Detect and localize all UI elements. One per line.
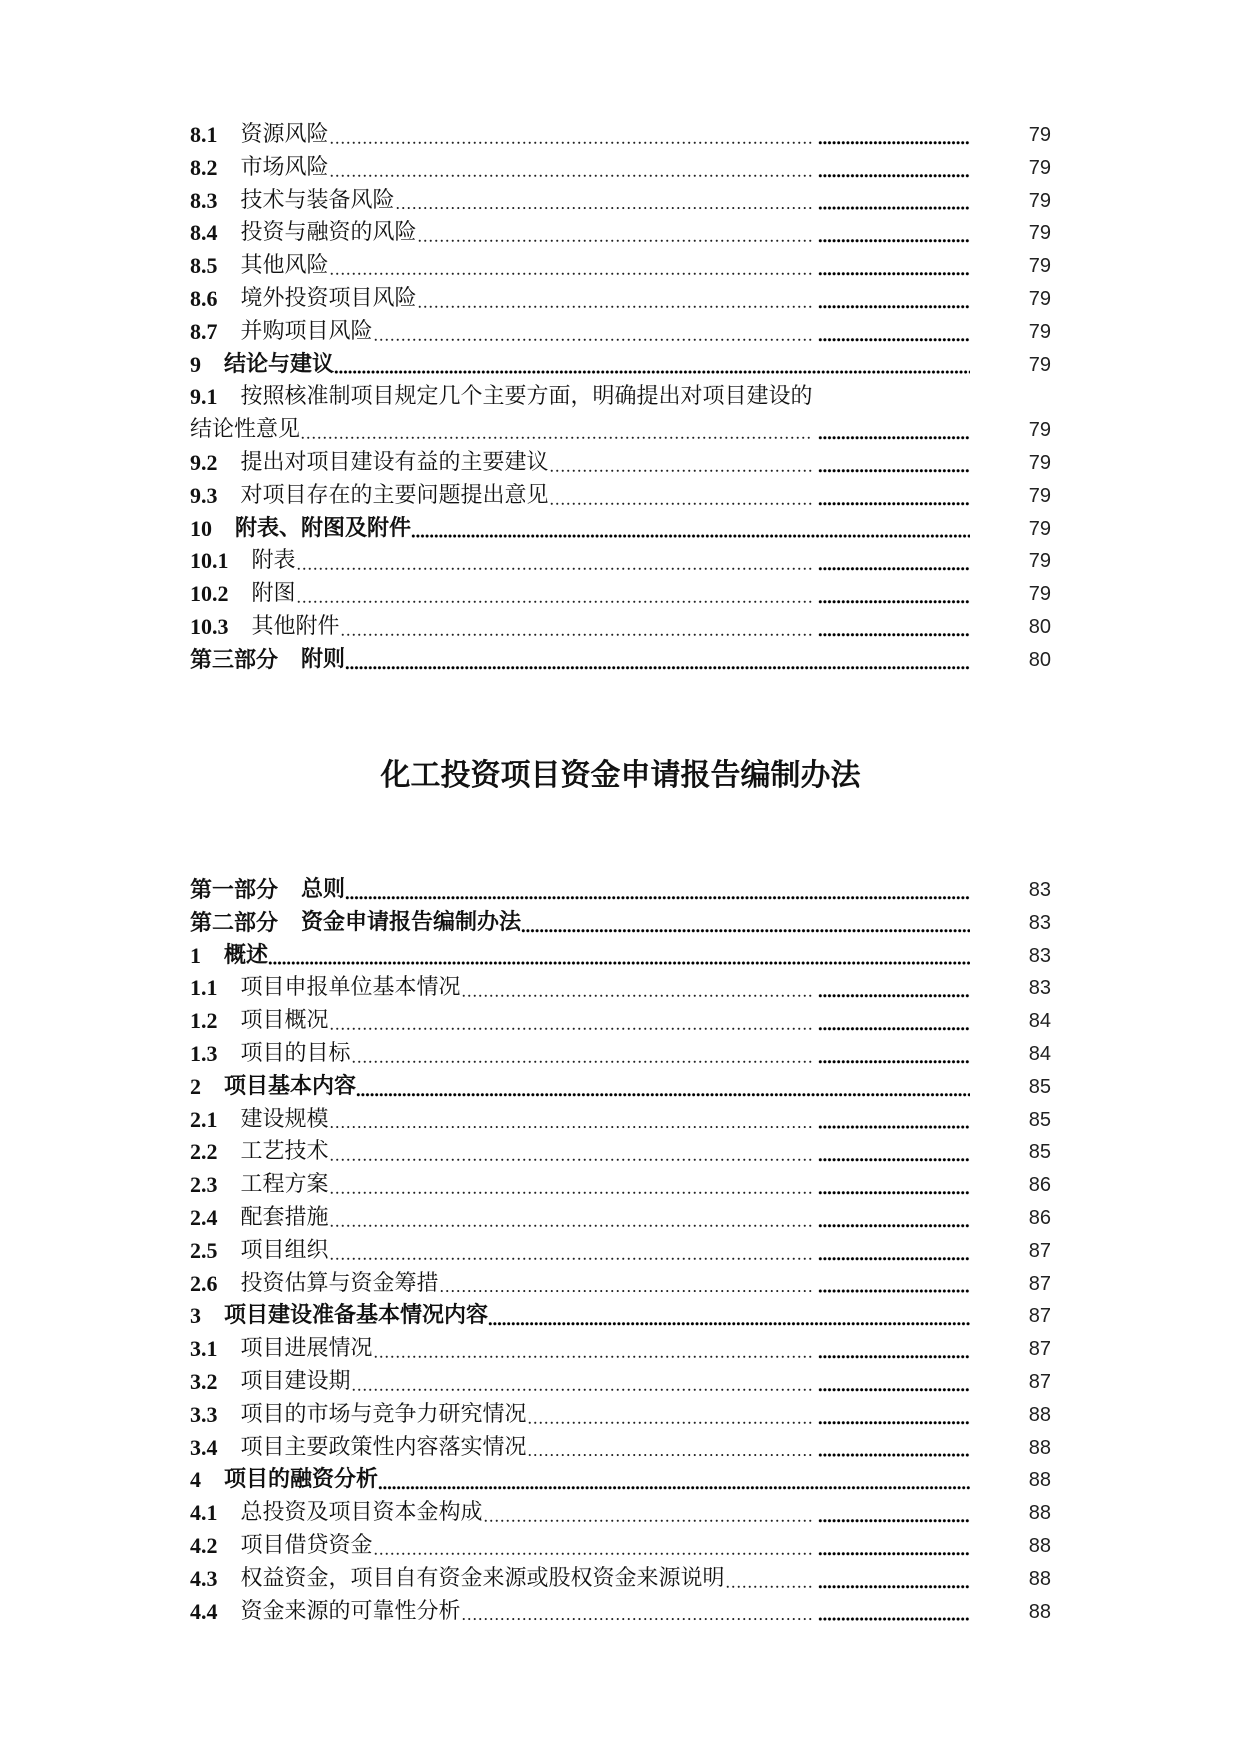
toc-entry-title: 项目申报单位基本情况 [240, 975, 461, 1001]
toc-entry-number: 10.1 [190, 548, 229, 574]
toc-heading-entry [190, 1464, 1051, 1497]
toc-entry-title: 投资估算与资金筹措 [240, 1270, 439, 1296]
dot-leader [300, 414, 813, 447]
dot-leader [329, 250, 813, 283]
toc-entry-title: 提出对项目建设有益的主要建议 [240, 449, 549, 475]
toc-entry-page-number: 79 [1028, 484, 1051, 507]
toc-entry [190, 283, 1051, 316]
toc-entry-page-number: 79 [1028, 320, 1051, 343]
dot-leader-bold [818, 1104, 970, 1137]
toc-entry-page-number: 88 [1028, 1567, 1051, 1590]
toc-entry-number: 9 [190, 351, 201, 377]
dot-leader [395, 185, 813, 218]
toc-entry-number: 2.5 [190, 1237, 218, 1263]
dot-leader [329, 1136, 813, 1169]
dot-leader-bold [818, 447, 970, 480]
toc-entry-page-number: 79 [1028, 419, 1051, 442]
dot-leader-bold [818, 545, 970, 578]
toc-entry [190, 447, 1051, 480]
dot-leader-bold [818, 578, 970, 611]
dot-leader [351, 1366, 813, 1399]
dot-leader-bold [818, 1005, 970, 1038]
toc-section-main [190, 874, 1051, 1628]
toc-entry-number: 9.3 [190, 482, 218, 508]
dot-leader [351, 1038, 813, 1071]
toc-entry-title: 附表 [251, 548, 296, 574]
dot-leader-bold [818, 1366, 970, 1399]
toc-entry-page-number: 79 [1028, 517, 1051, 540]
toc-entry [190, 316, 1051, 349]
toc-entry-number: 2 [190, 1073, 201, 1099]
dot-leader-bold [818, 1136, 970, 1169]
toc-entry [190, 1432, 1051, 1465]
toc-entry-title: 其他风险 [240, 253, 329, 279]
toc-entry-number: 2.6 [190, 1270, 218, 1296]
toc-entry-number: 1 [190, 942, 201, 968]
document-title: 化工投资项目资金申请报告编制办法 [380, 758, 861, 793]
dot-leader [296, 545, 813, 578]
toc-entry [190, 152, 1051, 185]
toc-entry [190, 480, 1051, 513]
toc-entry-page-number: 85 [1028, 1108, 1051, 1131]
toc-entry-page-number: 88 [1028, 1403, 1051, 1426]
toc-entry-number: 2.1 [190, 1106, 218, 1132]
toc-entry-title: 概述 [224, 942, 269, 968]
toc-entry-title: 项目基本内容 [224, 1073, 357, 1099]
dot-leader-bold [818, 1530, 970, 1563]
toc-entry-title: 项目借贷资金 [240, 1532, 373, 1558]
dot-leader-bold [818, 119, 970, 152]
toc-entry-page-number: 79 [1028, 222, 1051, 245]
dot-leader [549, 447, 813, 480]
toc-entry-page-number: 79 [1028, 550, 1051, 573]
toc-entry-number: 8.6 [190, 285, 218, 311]
toc-entry-page-number: 87 [1028, 1272, 1051, 1295]
toc-entry-page-number: 88 [1028, 1600, 1051, 1623]
dot-leader [378, 1464, 970, 1497]
dot-leader [549, 480, 813, 513]
dot-leader-bold [818, 480, 970, 513]
toc-entry [190, 1169, 1051, 1202]
toc-entry-number: 9.2 [190, 449, 218, 475]
toc-entry-page-number: 83 [1028, 879, 1051, 901]
toc-entry [190, 185, 1051, 218]
toc-entry [190, 217, 1051, 250]
dot-leader-bold [818, 1596, 970, 1629]
toc-entry-title: 结论性意见 [190, 417, 301, 443]
toc-entry-page-number: 88 [1028, 1436, 1051, 1459]
dot-leader [527, 1432, 813, 1465]
toc-entry [190, 1596, 1051, 1629]
toc-entry-number: 10 [190, 515, 212, 541]
toc-entry [190, 1038, 1051, 1071]
toc-entry-number: 1.3 [190, 1040, 218, 1066]
dot-leader [340, 611, 813, 644]
toc-entry [190, 545, 1051, 578]
dot-leader-bold [818, 972, 970, 1005]
toc-entry-number: 3.3 [190, 1401, 218, 1427]
dot-leader-bold [818, 283, 970, 316]
dot-leader [488, 1300, 970, 1333]
toc-entry [190, 972, 1051, 1005]
toc-entry-title: 结论与建议 [224, 351, 335, 377]
toc-entry-number: 3.2 [190, 1368, 218, 1394]
toc-entry-number: 10.2 [190, 581, 229, 607]
dot-leader-bold [818, 1333, 970, 1366]
dot-leader [461, 1596, 813, 1629]
dot-leader-bold [818, 1399, 970, 1432]
dot-leader-bold [818, 152, 970, 185]
toc-entry [190, 1005, 1051, 1038]
toc-entry-title: 总投资及项目资本金构成 [240, 1500, 483, 1526]
dot-leader-bold [818, 1169, 970, 1202]
toc-entry-title: 资金来源的可靠性分析 [240, 1598, 461, 1624]
toc-entry [190, 1497, 1051, 1530]
dot-leader [329, 1005, 813, 1038]
toc-entry-number: 第一部分 [190, 877, 279, 902]
toc-entry [190, 578, 1051, 611]
toc-entry-title: 附图 [251, 581, 296, 607]
toc-entry [190, 119, 1051, 152]
toc-entry-page-number: 80 [1028, 615, 1051, 638]
dot-leader [345, 644, 970, 677]
toc-entry [190, 1399, 1051, 1432]
toc-entry-title: 项目组织 [240, 1237, 329, 1263]
toc-entry-page-number: 85 [1028, 1075, 1051, 1098]
toc-heading-entry [190, 907, 1051, 940]
toc-entry-number: 4.1 [190, 1500, 218, 1526]
toc-entry-number: 4 [190, 1467, 201, 1493]
dot-leader [439, 1268, 813, 1301]
dot-leader [373, 1530, 813, 1563]
toc-entry-title: 市场风险 [240, 154, 329, 180]
dot-leader [329, 1202, 813, 1235]
toc-entry-title: 投资与融资的风险 [240, 220, 417, 246]
toc-entry-number: 4.2 [190, 1532, 218, 1558]
toc-entry-page-number: 87 [1028, 1370, 1051, 1393]
toc-entry-number: 10.3 [190, 613, 229, 639]
toc-entry-title: 配套措施 [240, 1204, 329, 1230]
toc-entry-title: 工程方案 [240, 1172, 329, 1198]
dot-leader-bold [818, 1235, 970, 1268]
toc-entry-title: 对项目存在的主要问题提出意见 [240, 482, 549, 508]
toc-heading-entry [190, 1300, 1051, 1333]
toc-entry-number: 1.1 [190, 975, 218, 1001]
toc-entry-page-number: 79 [1028, 156, 1051, 179]
toc-entry-number: 第三部分 [190, 646, 279, 672]
toc-entry-title: 按照核准制项目规定几个主要方面，明确提出对项目建设的 [240, 384, 813, 410]
dot-leader-bold [818, 185, 970, 218]
toc-entry-page-number: 79 [1028, 189, 1051, 212]
toc-entry-page-number: 79 [1028, 583, 1051, 606]
toc-entry-number: 8.5 [190, 253, 218, 279]
toc-entry-title: 权益资金，项目自有资金来源或股权资金来源说明 [240, 1565, 725, 1591]
dot-leader [373, 316, 813, 349]
toc-entry-number: 第二部分 [190, 909, 279, 935]
dot-leader-bold [818, 1563, 970, 1596]
toc-entry-number: 2.3 [190, 1172, 218, 1198]
toc-entry-number: 4.3 [190, 1565, 218, 1591]
toc-entry-number: 8.4 [190, 220, 218, 246]
dot-leader [356, 1071, 970, 1104]
toc-heading-entry [190, 349, 1051, 382]
toc-entry-title: 项目建设准备基本情况内容 [224, 1303, 489, 1329]
toc-entry-page-number: 79 [1028, 353, 1051, 376]
toc-heading-entry [190, 644, 1051, 677]
toc-entry-page-number: 87 [1028, 1305, 1051, 1328]
toc-entry-number: 3.1 [190, 1336, 218, 1362]
toc-heading-entry [190, 513, 1051, 546]
toc-entry-title: 资源风险 [240, 122, 329, 147]
toc-entry-page-number: 79 [1028, 124, 1051, 146]
toc-entry-page-number: 83 [1028, 911, 1051, 934]
toc-entry-page-number: 86 [1028, 1174, 1051, 1197]
toc-entry-page-number: 86 [1028, 1206, 1051, 1229]
toc-entry [190, 1530, 1051, 1563]
dot-leader [417, 217, 813, 250]
toc-entry-number: 8.7 [190, 318, 218, 344]
toc-entry-title: 总则 [301, 877, 346, 902]
toc-entry-page-number: 88 [1028, 1502, 1051, 1525]
dot-leader [411, 513, 970, 546]
toc-entry-title: 项目的市场与竞争力研究情况 [240, 1401, 527, 1427]
toc-heading-entry [190, 874, 1051, 907]
toc-entry-title: 项目建设期 [240, 1368, 351, 1394]
dot-leader-bold [818, 1497, 970, 1530]
toc-entry [190, 1268, 1051, 1301]
dot-leader-bold [818, 217, 970, 250]
dot-leader [329, 119, 813, 152]
toc-entry-page-number: 88 [1028, 1534, 1051, 1557]
dot-leader [483, 1497, 813, 1530]
toc-entry [190, 1366, 1051, 1399]
dot-leader-bold [818, 414, 970, 447]
toc-entry-title: 附则 [301, 646, 346, 672]
toc-entry [190, 1136, 1051, 1169]
toc-entry-number: 2.2 [190, 1139, 218, 1165]
toc-entry-number: 3 [190, 1303, 201, 1329]
dot-leader [329, 1104, 813, 1137]
dot-leader-bold [818, 250, 970, 283]
toc-entry-page-number: 84 [1028, 1042, 1051, 1065]
toc-entry-page-number: 85 [1028, 1141, 1051, 1164]
toc-entry-number: 3.4 [190, 1434, 218, 1460]
dot-leader [268, 940, 970, 973]
dot-leader [461, 972, 813, 1005]
dot-leader-bold [818, 611, 970, 644]
toc-entry-title: 技术与装备风险 [240, 187, 395, 213]
toc-entry-number: 1.2 [190, 1008, 218, 1034]
toc-entry-title: 项目的融资分析 [224, 1467, 379, 1493]
dot-leader-bold [818, 1038, 970, 1071]
dot-leader [373, 1333, 813, 1366]
toc-entry-title: 附表、附图及附件 [235, 515, 412, 541]
toc-entry [190, 1235, 1051, 1268]
toc-entry [190, 381, 1051, 414]
dot-leader [725, 1563, 813, 1596]
dot-leader [329, 1169, 813, 1202]
toc-entry [190, 250, 1051, 283]
dot-leader [329, 152, 813, 185]
toc-entry-title: 并购项目风险 [240, 318, 373, 344]
toc-entry-title: 项目主要政策性内容落实情况 [240, 1434, 527, 1460]
toc-entry-number: 8.3 [190, 187, 218, 213]
dot-leader [417, 283, 813, 316]
dot-leader-bold [818, 1432, 970, 1465]
toc-entry [190, 1202, 1051, 1235]
toc-entry-title: 境外投资项目风险 [240, 285, 417, 311]
dot-leader-bold [818, 316, 970, 349]
toc-heading-entry [190, 940, 1051, 973]
toc-entry-page-number: 83 [1028, 977, 1051, 1000]
toc-entry [190, 1104, 1051, 1137]
dot-leader [527, 1399, 813, 1432]
toc-entry-title: 其他附件 [251, 613, 340, 639]
toc-entry [190, 1563, 1051, 1596]
toc-entry-title: 项目的目标 [240, 1040, 351, 1066]
toc-entry-page-number: 87 [1028, 1239, 1051, 1262]
toc-entry-title: 项目进展情况 [240, 1336, 373, 1362]
toc-entry-page-number: 84 [1028, 1010, 1051, 1033]
toc-entry-page-number: 88 [1028, 1469, 1051, 1492]
toc-entry-page-number: 83 [1028, 944, 1051, 967]
dot-leader-bold [818, 1202, 970, 1235]
toc-entry-number: 9.1 [190, 384, 218, 410]
toc-entry-page-number: 80 [1028, 648, 1051, 671]
toc-entry-page-number: 87 [1028, 1338, 1051, 1361]
toc-entry [190, 414, 1051, 447]
toc-entry-title: 项目概况 [240, 1008, 329, 1034]
toc-entry [190, 1333, 1051, 1366]
dot-leader-bold [818, 1268, 970, 1301]
toc-entry-title: 建设规模 [240, 1106, 329, 1132]
toc-entry-number: 4.4 [190, 1598, 218, 1624]
toc-entry-page-number: 79 [1028, 255, 1051, 278]
dot-leader [296, 578, 813, 611]
dot-leader [521, 907, 970, 940]
toc-entry-title: 资金申请报告编制办法 [301, 909, 522, 935]
toc-section-continued [190, 119, 1051, 677]
toc-entry-number: 2.4 [190, 1204, 218, 1230]
toc-entry-page-number: 79 [1028, 451, 1051, 474]
dot-leader [329, 1235, 813, 1268]
dot-leader [345, 874, 970, 907]
toc-entry-number: 8.1 [190, 122, 218, 147]
toc-entry-number: 8.2 [190, 154, 218, 180]
toc-entry-title: 工艺技术 [240, 1139, 329, 1165]
toc-entry-page-number: 79 [1028, 287, 1051, 310]
dot-leader [334, 349, 970, 382]
toc-heading-entry [190, 1071, 1051, 1104]
toc-entry [190, 611, 1051, 644]
